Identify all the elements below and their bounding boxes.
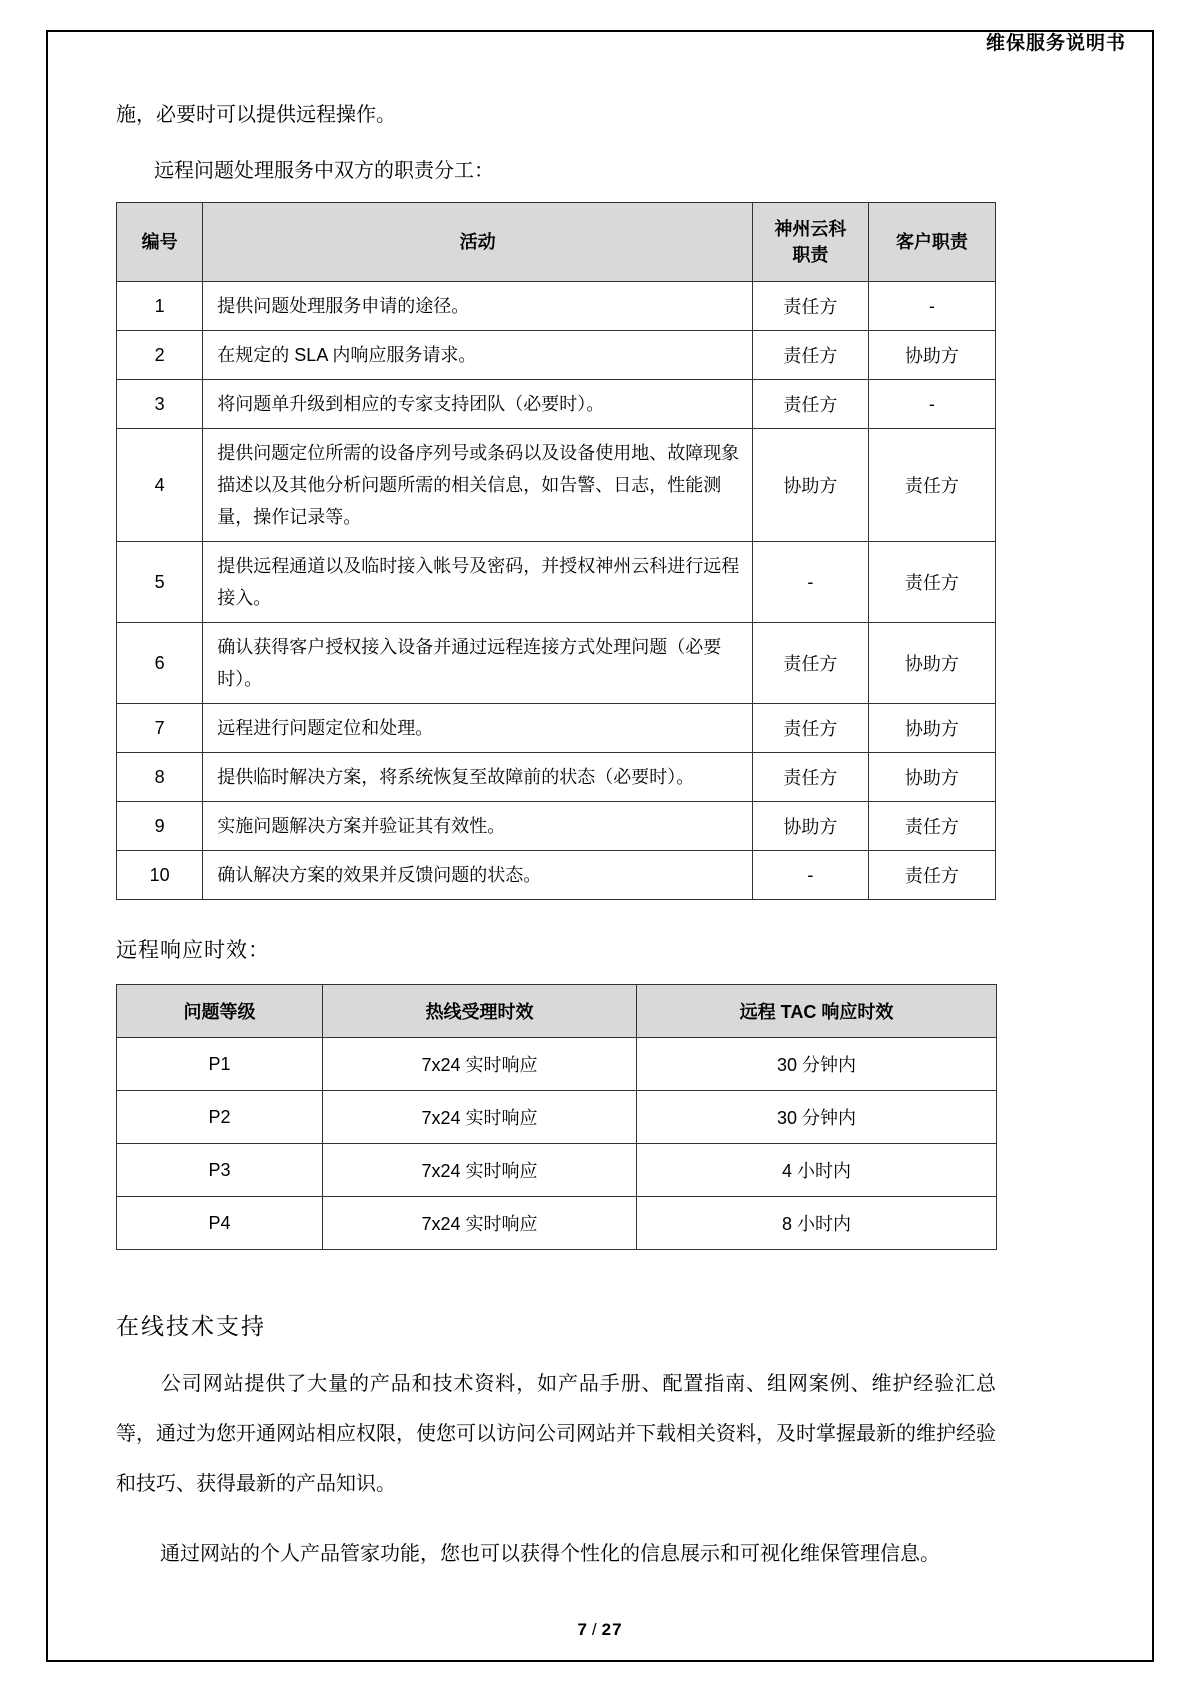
page-footer xyxy=(0,1620,1200,1640)
cell-szy: 责任方 xyxy=(752,704,868,753)
paragraph-continuation: 施，必要时可以提供远程操作。 xyxy=(116,104,396,126)
footer-current-page: 7 xyxy=(577,1620,588,1639)
cell-hotline: 7x24 实时响应 xyxy=(323,1197,637,1250)
cell-activity: 实施问题解决方案并验证其有效性。 xyxy=(203,802,753,851)
cell-customer: 协助方 xyxy=(868,704,995,753)
cell-activity: 提供远程通道以及临时接入帐号及密码，并授权神州云科进行远程接入。 xyxy=(203,542,753,623)
cell-activity: 确认解决方案的效果并反馈问题的状态。 xyxy=(203,851,753,900)
cell-szy: 责任方 xyxy=(752,623,868,704)
cell-level: P1 xyxy=(117,1038,323,1091)
cell-hotline: 7x24 实时响应 xyxy=(323,1144,637,1197)
cell-tac: 4 小时内 xyxy=(637,1144,997,1197)
cell-customer: 责任方 xyxy=(868,851,995,900)
cell-num: 10 xyxy=(117,851,203,900)
cell-activity: 将问题单升级到相应的专家支持团队（必要时）。 xyxy=(203,380,753,429)
online-support-paragraph-2 xyxy=(116,1529,996,1579)
cell-num: 4 xyxy=(117,429,203,542)
table-row xyxy=(117,1197,997,1250)
cell-tac: 8 小时内 xyxy=(637,1197,997,1250)
cell-customer: - xyxy=(868,380,995,429)
footer-total-pages: 27 xyxy=(601,1620,623,1639)
online-support-paragraph-1-text: 公司网站提供了大量的产品和技术资料，如产品手册、配置指南、组网案例、维护经验汇总等，通过为您开通网站相应权限，使您可以访问公司网站并下载相关资料，及时掌握最新的维护经验和技巧、获得最新的产品知识。 xyxy=(116,1373,996,1495)
responsibility-table xyxy=(116,202,996,900)
paragraph-lead: 远程问题处理服务中双方的职责分工： xyxy=(154,160,494,182)
table-row xyxy=(117,282,996,331)
cell-activity: 在规定的 SLA 内响应服务请求。 xyxy=(203,331,753,380)
table-row xyxy=(117,380,996,429)
cell-szy: - xyxy=(752,851,868,900)
cell-activity: 提供临时解决方案，将系统恢复至故障前的状态（必要时）。 xyxy=(203,753,753,802)
cell-szy: - xyxy=(752,542,868,623)
table-row xyxy=(117,331,996,380)
cell-tac: 30 分钟内 xyxy=(637,1038,997,1091)
sla-section-title: 远程响应时效： xyxy=(116,939,270,962)
cell-szy: 责任方 xyxy=(752,331,868,380)
column-header-szy-line2: 职责 xyxy=(792,245,829,265)
cell-num: 3 xyxy=(117,380,203,429)
cell-activity: 远程进行问题定位和处理。 xyxy=(203,704,753,753)
cell-num: 9 xyxy=(117,802,203,851)
cell-customer: 协助方 xyxy=(868,753,995,802)
column-header-tac: 远程 TAC 响应时效 xyxy=(637,985,997,1038)
cell-szy: 责任方 xyxy=(752,753,868,802)
cell-customer: - xyxy=(868,282,995,331)
table-row xyxy=(117,753,996,802)
footer-separator: / xyxy=(591,1620,598,1639)
cell-level: P3 xyxy=(117,1144,323,1197)
table-header-row xyxy=(117,203,996,282)
cell-num: 1 xyxy=(117,282,203,331)
cell-level: P4 xyxy=(117,1197,323,1250)
online-support-paragraph-2-text: 通过网站的个人产品管家功能，您也可以获得个性化的信息展示和可视化维保管理信息。 xyxy=(160,1543,940,1565)
cell-activity: 提供问题处理服务申请的途径。 xyxy=(203,282,753,331)
cell-num: 5 xyxy=(117,542,203,623)
table-row xyxy=(117,802,996,851)
cell-level: P2 xyxy=(117,1091,323,1144)
cell-szy: 责任方 xyxy=(752,282,868,331)
cell-customer: 责任方 xyxy=(868,802,995,851)
column-header-szy-duty xyxy=(752,203,868,282)
cell-num: 7 xyxy=(117,704,203,753)
page-header-title: 维保服务说明书 xyxy=(985,33,1126,54)
table-row xyxy=(117,429,996,542)
sla-table xyxy=(116,984,997,1250)
column-header-hotline: 热线受理时效 xyxy=(323,985,637,1038)
cell-activity: 确认获得客户授权接入设备并通过远程连接方式处理问题（必要时）。 xyxy=(203,623,753,704)
table-row xyxy=(117,623,996,704)
cell-customer: 责任方 xyxy=(868,542,995,623)
column-header-level: 问题等级 xyxy=(117,985,323,1038)
cell-szy: 协助方 xyxy=(752,802,868,851)
cell-activity: 提供问题定位所需的设备序列号或条码以及设备使用地、故障现象描述以及其他分析问题所需的相关信息，如告警、日志，性能测量，操作记录等。 xyxy=(203,429,753,542)
cell-customer: 协助方 xyxy=(868,331,995,380)
cell-hotline: 7x24 实时响应 xyxy=(323,1091,637,1144)
table-row xyxy=(117,704,996,753)
cell-num: 8 xyxy=(117,753,203,802)
cell-num: 2 xyxy=(117,331,203,380)
table-row xyxy=(117,1144,997,1197)
cell-szy: 协助方 xyxy=(752,429,868,542)
online-support-paragraph-1 xyxy=(116,1359,996,1509)
cell-customer: 协助方 xyxy=(868,623,995,704)
sla-header-row xyxy=(117,985,997,1038)
column-header-szy-line1: 神州云科 xyxy=(774,219,847,239)
column-header-activity: 活动 xyxy=(203,203,753,282)
cell-tac: 30 分钟内 xyxy=(637,1091,997,1144)
cell-num: 6 xyxy=(117,623,203,704)
table-row xyxy=(117,1038,997,1091)
online-support-title: 在线技术支持 xyxy=(116,1313,266,1339)
table-row xyxy=(117,1091,997,1144)
cell-hotline: 7x24 实时响应 xyxy=(323,1038,637,1091)
table-row xyxy=(117,542,996,623)
column-header-num: 编号 xyxy=(117,203,203,282)
column-header-customer-duty: 客户职责 xyxy=(868,203,995,282)
cell-customer: 责任方 xyxy=(868,429,995,542)
table-row xyxy=(117,851,996,900)
page-content xyxy=(80,60,1120,1599)
cell-szy: 责任方 xyxy=(752,380,868,429)
